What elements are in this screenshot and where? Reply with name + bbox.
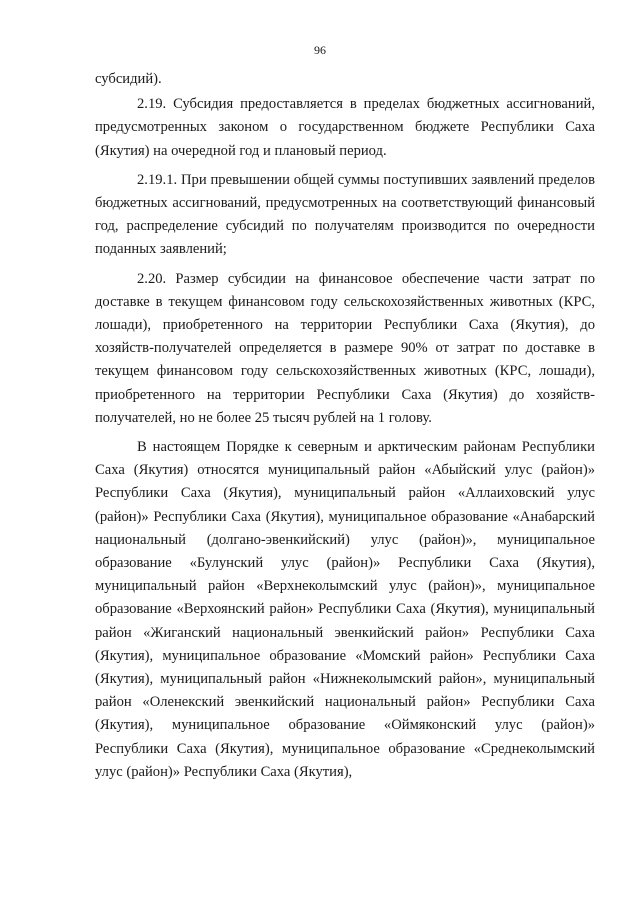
paragraph-northern-regions: В настоящем Порядке к северным и арктическим районам Республики Саха (Якутия) относятся муниципальный район «Абыйский улус (район)» Республики Саха (Якутия), муниципальный район «Аллаиховский улус (район)» Республики Саха (Якутия), муниципальное образование «Анабарский национальный (долгано-эвенкийский) улус (район)», муниципальное образование «Булунский улус (район)» Республики Саха (Якутия), муниципальный район «Верхнеколымский улус (район)», муниципальное образование «Верхоянский район» Республики Саха (Якутия), муниципальный район «Жиганский национальный эвенкийский район» Республики Саха (Якутия), муниципальное образование «Момский район» Республики Саха (Якутия), муниципальный район «Нижнеколымский район», муниципальный район «Оленекский эвенкийский национальный район» Республики Саха (Якутия), муниципальное образование «Оймяконский улус (район)» Республики Саха (Якутия), муниципальное образование «Среднеколымский улус (район)» Республики Саха (Якутия), (95, 439, 595, 780)
paragraph-2-19-1: 2.19.1. При превышении общей суммы поступивших заявлений пределов бюджетных ассигнований, предусмотренных на соответствующий финансовый год, распределение субсидий по получателям производится по очередности поданных заявлений; (95, 171, 595, 258)
paragraph-2-19: 2.19. Субсидия предоставляется в пределах бюджетных ассигнований, предусмотренных законом о государственном бюджете Республики Саха (Якутия) на очередной год и плановый период. (95, 96, 595, 159)
paragraph-2-20: 2.20. Размер субсидии на финансовое обеспечение части затрат по доставке в текущем финансовом году сельскохозяйственных животных (КРС, лошади), приобретенного на территории Республики Саха (Якутия), до хозяйств-получателей определяется в размере 90% от затрат по доставке в текущем финансовом году сельскохозяйственных животных (КРС, лошади), приобретенного на территории Республики Саха (Якутия) до хозяйств-получателей, но не более 25 тысяч рублей на 1 голову. (95, 270, 595, 426)
document-body (95, 68, 595, 784)
paragraph-continuation: субсидий). (95, 71, 162, 87)
page-number: 96 (314, 43, 326, 57)
